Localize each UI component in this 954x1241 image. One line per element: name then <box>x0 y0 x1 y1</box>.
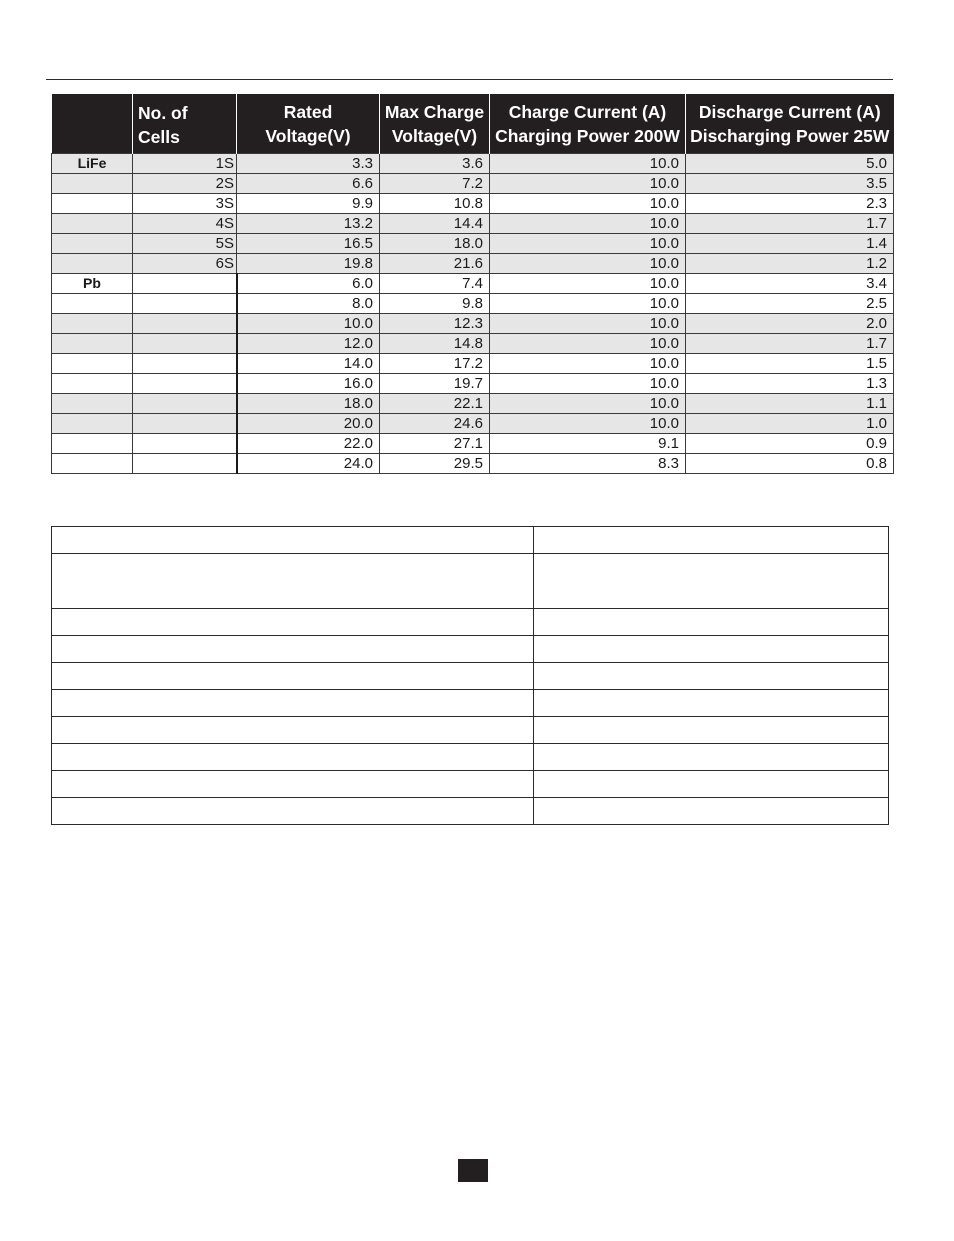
cell-type <box>52 454 133 474</box>
blank-row <box>52 527 889 554</box>
cell-rated: 12.0 <box>237 334 380 354</box>
cell-charge: 9.1 <box>490 434 686 454</box>
cell-cells <box>133 434 237 454</box>
cell-rated: 3.3 <box>237 154 380 174</box>
cell-type <box>52 314 133 334</box>
cell-charge: 8.3 <box>490 454 686 474</box>
header-type <box>52 94 133 154</box>
header-max-charge-voltage <box>380 94 490 154</box>
blank-cell <box>534 744 889 771</box>
cell-cells <box>133 374 237 394</box>
cell-discharge: 1.0 <box>686 414 894 434</box>
cell-rated: 13.2 <box>237 214 380 234</box>
blank-cell <box>52 527 534 554</box>
blank-row <box>52 663 889 690</box>
blank-row <box>52 744 889 771</box>
table-row <box>52 274 894 294</box>
cell-max: 27.1 <box>380 434 490 454</box>
cell-max: 14.4 <box>380 214 490 234</box>
cell-max: 9.8 <box>380 294 490 314</box>
cell-type <box>52 354 133 374</box>
blank-row <box>52 717 889 744</box>
header-charge-line1: Charge Current (A) <box>508 101 667 122</box>
top-rule <box>46 79 893 80</box>
cell-rated: 19.8 <box>237 254 380 274</box>
cell-rated: 20.0 <box>237 414 380 434</box>
blank-cell <box>534 663 889 690</box>
cell-max: 3.6 <box>380 154 490 174</box>
cell-max: 24.6 <box>380 414 490 434</box>
blank-cell <box>52 771 534 798</box>
header-max-charge-line2: Voltage(V) <box>391 125 478 146</box>
cell-type <box>52 374 133 394</box>
blank-cell <box>534 717 889 744</box>
blank-cell <box>534 609 889 636</box>
cell-discharge: 0.9 <box>686 434 894 454</box>
cell-cells <box>133 414 237 434</box>
cell-discharge: 3.5 <box>686 174 894 194</box>
cell-type <box>52 174 133 194</box>
cell-charge: 10.0 <box>490 194 686 214</box>
blank-cell <box>534 690 889 717</box>
table-row <box>52 194 894 214</box>
page-number-badge <box>458 1159 488 1182</box>
header-discharge-line1: Discharge Current (A) <box>698 101 881 122</box>
cell-charge: 10.0 <box>490 354 686 374</box>
cell-max: 10.8 <box>380 194 490 214</box>
cell-charge: 10.0 <box>490 394 686 414</box>
cell-max: 29.5 <box>380 454 490 474</box>
cell-cells <box>133 334 237 354</box>
table-row <box>52 254 894 274</box>
cell-charge: 10.0 <box>490 334 686 354</box>
cell-discharge: 3.4 <box>686 274 894 294</box>
cell-cells: 5S <box>133 234 237 254</box>
header-rated-voltage: Rated Voltage(V) <box>237 94 380 154</box>
cell-discharge: 1.2 <box>686 254 894 274</box>
blank-cell <box>52 636 534 663</box>
blank-cell <box>52 663 534 690</box>
header-no-of-cells: No. of Cells <box>133 94 237 154</box>
blank-row <box>52 798 889 825</box>
cell-charge: 10.0 <box>490 274 686 294</box>
cell-rated: 16.0 <box>237 374 380 394</box>
blank-cell <box>534 554 889 609</box>
cell-max: 18.0 <box>380 234 490 254</box>
blank-spec-table <box>51 526 889 825</box>
table-row <box>52 314 894 334</box>
cell-type <box>52 334 133 354</box>
cell-charge: 10.0 <box>490 174 686 194</box>
cell-max: 7.4 <box>380 274 490 294</box>
blank-cell <box>534 527 889 554</box>
cell-type <box>52 234 133 254</box>
cell-type <box>52 194 133 214</box>
cell-type: Pb <box>52 274 133 294</box>
cell-discharge: 2.0 <box>686 314 894 334</box>
cell-type <box>52 434 133 454</box>
cell-discharge: 0.8 <box>686 454 894 474</box>
header-max-charge-line1: Max Charge <box>384 101 485 122</box>
cell-cells: 2S <box>133 174 237 194</box>
cell-rated: 6.6 <box>237 174 380 194</box>
table-body <box>52 154 894 474</box>
cell-discharge: 1.7 <box>686 334 894 354</box>
cell-rated: 16.5 <box>237 234 380 254</box>
header-discharge-line2: Discharging Power 25W <box>690 125 890 146</box>
cell-max: 19.7 <box>380 374 490 394</box>
blank-row <box>52 609 889 636</box>
table-row <box>52 354 894 374</box>
blank-row <box>52 636 889 663</box>
table-row <box>52 234 894 254</box>
header-discharge-current <box>686 94 894 154</box>
cell-rated: 10.0 <box>237 314 380 334</box>
cell-cells: 4S <box>133 214 237 234</box>
table-row <box>52 454 894 474</box>
cell-charge: 10.0 <box>490 234 686 254</box>
blank-cell <box>52 717 534 744</box>
cell-type <box>52 294 133 314</box>
cell-charge: 10.0 <box>490 414 686 434</box>
cell-max: 12.3 <box>380 314 490 334</box>
table-row <box>52 214 894 234</box>
table-row <box>52 374 894 394</box>
cell-cells: 3S <box>133 194 237 214</box>
header-charge-current <box>490 94 686 154</box>
cell-discharge: 1.4 <box>686 234 894 254</box>
cell-discharge: 1.5 <box>686 354 894 374</box>
cell-discharge: 2.5 <box>686 294 894 314</box>
battery-spec-table <box>51 94 894 474</box>
cell-discharge: 5.0 <box>686 154 894 174</box>
cell-max: 22.1 <box>380 394 490 414</box>
blank-cell <box>534 798 889 825</box>
cell-type: LiFe <box>52 154 133 174</box>
cell-cells <box>133 454 237 474</box>
cell-discharge: 1.7 <box>686 214 894 234</box>
cell-max: 14.8 <box>380 334 490 354</box>
cell-cells <box>133 294 237 314</box>
blank-cell <box>52 798 534 825</box>
blank-cell <box>52 554 534 609</box>
cell-discharge: 1.3 <box>686 374 894 394</box>
cell-rated: 8.0 <box>237 294 380 314</box>
cell-charge: 10.0 <box>490 214 686 234</box>
cell-cells <box>133 274 237 294</box>
blank-row <box>52 554 889 609</box>
cell-cells: 6S <box>133 254 237 274</box>
blank-cell <box>52 609 534 636</box>
table-row <box>52 394 894 414</box>
cell-max: 21.6 <box>380 254 490 274</box>
cell-rated: 18.0 <box>237 394 380 414</box>
table-row <box>52 294 894 314</box>
cell-rated: 24.0 <box>237 454 380 474</box>
cell-max: 17.2 <box>380 354 490 374</box>
cell-type <box>52 414 133 434</box>
cell-cells <box>133 314 237 334</box>
cell-rated: 9.9 <box>237 194 380 214</box>
cell-charge: 10.0 <box>490 294 686 314</box>
cell-max: 7.2 <box>380 174 490 194</box>
table-row <box>52 154 894 174</box>
cell-charge: 10.0 <box>490 154 686 174</box>
cell-cells: 1S <box>133 154 237 174</box>
cell-charge: 10.0 <box>490 254 686 274</box>
cell-cells <box>133 354 237 374</box>
blank-cell <box>52 744 534 771</box>
blank-cell <box>52 690 534 717</box>
table-row <box>52 174 894 194</box>
blank-row <box>52 771 889 798</box>
table-header-row <box>52 94 894 154</box>
blank-cell <box>534 771 889 798</box>
cell-type <box>52 394 133 414</box>
blank-row <box>52 690 889 717</box>
table-row <box>52 434 894 454</box>
cell-discharge: 1.1 <box>686 394 894 414</box>
cell-cells <box>133 394 237 414</box>
blank-cell <box>534 636 889 663</box>
header-charge-line2: Charging Power 200W <box>495 125 680 146</box>
cell-discharge: 2.3 <box>686 194 894 214</box>
cell-type <box>52 254 133 274</box>
cell-rated: 22.0 <box>237 434 380 454</box>
table-row <box>52 414 894 434</box>
cell-rated: 14.0 <box>237 354 380 374</box>
cell-charge: 10.0 <box>490 314 686 334</box>
cell-charge: 10.0 <box>490 374 686 394</box>
cell-rated: 6.0 <box>237 274 380 294</box>
cell-type <box>52 214 133 234</box>
table-row <box>52 334 894 354</box>
